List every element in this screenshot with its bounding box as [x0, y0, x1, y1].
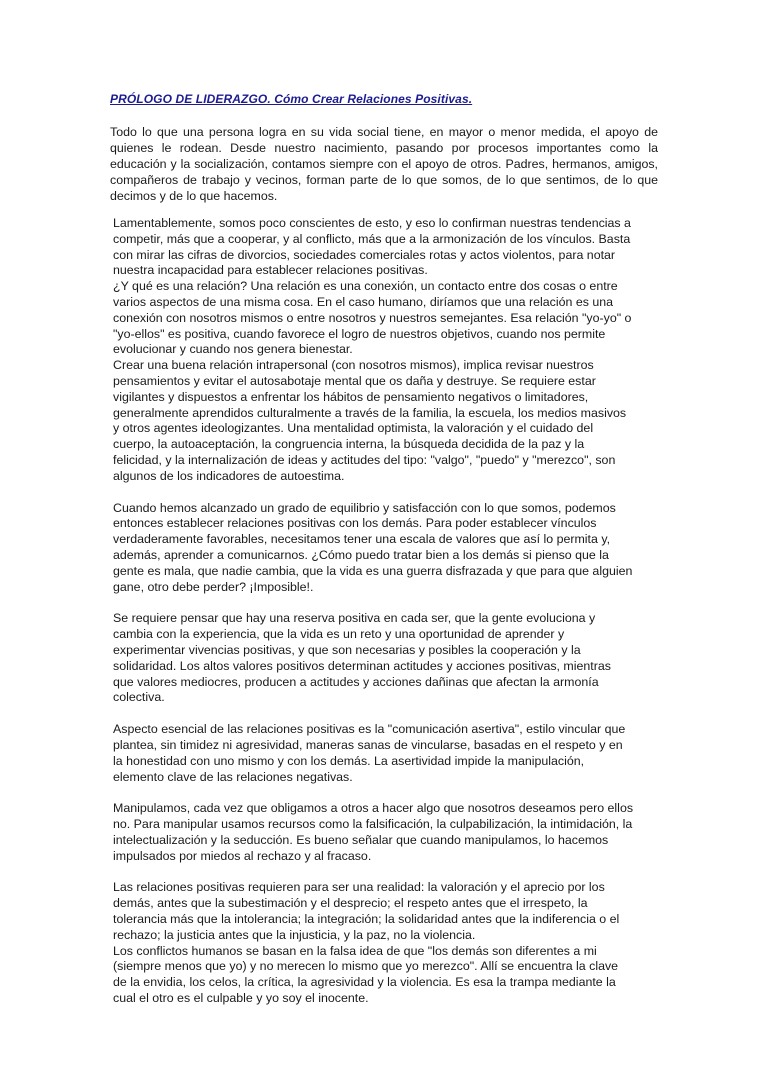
text-line: solidaridad. Los altos valores positivos determinan actitudes y acciones positivas, mientras [113, 658, 611, 673]
paragraph-gap [113, 864, 658, 880]
text-line: entonces establecer relaciones positivas con los demás. Para poder establecer vínculos [113, 516, 597, 531]
text-line: Cuando hemos alcanzado un grado de equilibrio y satisfacción con lo que somos, podemos [113, 500, 616, 515]
text-line: Se requiere pensar que hay una reserva positiva en cada ser, que la gente evoluciona y [113, 611, 596, 626]
text-line: tolerancia más que la intolerancia; la integración; la solidaridad antes que la indiferencia o el [113, 912, 620, 927]
paragraph-gap [113, 595, 658, 611]
body-paragraph [113, 722, 658, 785]
text-line: rechazo; la justicia antes que la injusticia, y la paz, no la violencia. [113, 927, 476, 942]
text-line: Las relaciones positivas requieren para ser una realidad: la valoración y el aprecio por los [113, 880, 605, 895]
intro-paragraph: Todo lo que una persona logra en su vida social tiene, en mayor o menor medida, el apoyo de quienes le rodean. Desde nuestro nacimiento, pasando por procesos importantes como la educación y la socialización, contamos siempre con el apoyo de otros. Padres, hermanos, amigos, compañeros de trabajo y vecinos, forman parte de lo que somos, de lo que sentimos, de lo que decimos y de lo que hacemos. [110, 125, 658, 203]
text-line: Manipulamos, cada vez que obligamos a otros a hacer algo que nosotros deseamos pero ellos [113, 801, 634, 816]
text-line: ¿Y qué es una relación? Una relación es una conexión, un contacto entre dos cosas o entre [113, 279, 618, 294]
text-line: varios aspectos de una misma cosa. En el caso humano, diríamos que una relación es una [113, 294, 614, 309]
body-paragraph [113, 611, 658, 706]
text-line: pensamientos y evitar el autosabotaje mental que os daña y destruye. Se requiere estar [113, 373, 596, 388]
text-line: nuestra incapacidad para establecer relaciones positivas. [113, 263, 428, 278]
text-line: generalmente aprendidos culturalmente a través de la familia, la escuela, los medios masivos [113, 405, 627, 420]
text-line: algunos de los indicadores de autoestima. [113, 468, 345, 483]
text-line: verdaderamente favorables, necesitamos tener una escala de valores que así lo permita y, [113, 532, 611, 547]
text-line: (siempre menos que yo) y no merecen lo mismo que yo merezco". Allí se encuentra la clave [113, 959, 619, 974]
text-line: intelectualización y la seducción. Es bueno señalar que cuando manipulamos, lo hacemos [113, 832, 609, 847]
text-line: felicidad, y la internalización de ideas y actitudes del tipo: "valgo", "puedo" y "merezco", son [113, 452, 616, 467]
text-line: la honestidad con uno mismo y con los demás. La asertividad impide la manipulación, [113, 753, 585, 768]
text-line: demás, antes que la subestimación y el desprecio; el respeto antes que el irrespeto, la [113, 896, 588, 911]
paragraph-gap [113, 785, 658, 801]
text-line: cuerpo, la autoaceptación, la congruencia interna, la búsqueda decidida de la paz y la [113, 437, 585, 452]
text-line: gane, otro debe perder? ¡Imposible!. [113, 579, 314, 594]
body-paragraph [113, 501, 658, 596]
text-line: plantea, sin timidez ni agresividad, maneras sanas de vincularse, basadas en el respeto y en [113, 737, 623, 752]
paragraph-gap [113, 485, 658, 501]
text-line: además, aprender a comunicarnos. ¿Cómo puedo tratar bien a los demás si pienso que la [113, 547, 609, 562]
text-line: experimentar vivencias positivas, y que son necesarias y posibles la cooperación y la [113, 642, 581, 657]
text-line: que valores mediocres, producen a actitudes y acciones dañinas que afectan la armonía [113, 674, 599, 689]
text-line: vigilantes y dispuestos a enfrentar los hábitos de pensamiento negativos o limitadores, [113, 389, 589, 404]
text-line: Crear una buena relación intrapersonal (con nosotros mismos), implica revisar nuestros [113, 358, 594, 373]
text-line: evolucionar y cuando nos genera bienestar. [113, 342, 353, 357]
text-line: impulsados por miedos al rechazo y al fracaso. [113, 848, 372, 863]
document-body [113, 216, 658, 1007]
paragraph-gap [113, 706, 658, 722]
text-line: Los conflictos humanos se basan en la falsa idea de que "los demás son diferentes a mi [113, 943, 597, 958]
body-paragraph [113, 801, 658, 864]
text-line: cambia con la experiencia, que la vida es un reto y una oportunidad de aprender y [113, 627, 565, 642]
text-line: elemento clave de las relaciones negativas. [113, 769, 353, 784]
text-line: Aspecto esencial de las relaciones positivas es la "comunicación asertiva", estilo vincular que [113, 722, 626, 737]
page-title: PRÓLOGO DE LIDERAZGO. Cómo Crear Relaciones Positivas. [110, 92, 473, 106]
text-line: y otros agentes ideologizantes. Una mentalidad optimista, la valoración y el cuidado del [113, 421, 594, 436]
text-line: "yo-ellos" es positiva, cuando favorece el logro de nuestros objetivos, cuando nos permite [113, 326, 606, 341]
text-line: no. Para manipular usamos recursos como la falsificación, la culpabilización, la intimidación, la [113, 817, 633, 832]
text-line: competir, más que a cooperar, y al conflicto, más que a la armonización de los vínculos. Basta [113, 231, 631, 246]
text-line: colectiva. [113, 690, 165, 705]
text-line: de la envidia, los celos, la crítica, la agresividad y la violencia. Es esa la trampa mediante la [113, 975, 616, 990]
body-paragraph [113, 216, 658, 485]
text-line: gente es mala, que nadie cambia, que la vida es una guerra disfrazada y que para que alguien [113, 563, 633, 578]
text-line: conexión con nosotros mismos o entre nosotros y nuestros semejantes. Esa relación "yo-yo" o [113, 310, 632, 325]
text-line: con mirar las cifras de divorcios, sociedades comerciales rotas y actos violentos, para notar [113, 247, 616, 262]
body-paragraph [113, 880, 658, 1006]
text-line: Lamentablemente, somos poco conscientes de esto, y eso lo confirman nuestras tendencias a [113, 216, 631, 230]
text-line: cual el otro es el culpable y yo soy el inocente. [113, 991, 369, 1006]
